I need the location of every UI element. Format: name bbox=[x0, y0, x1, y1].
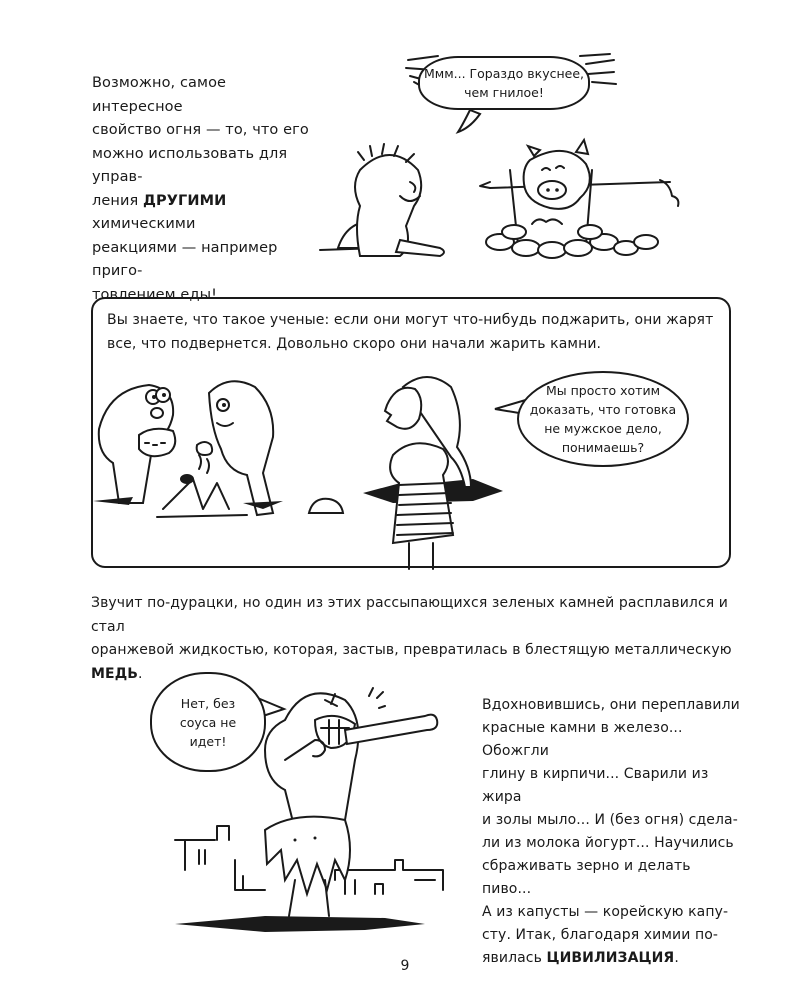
caption-line: и золы мыло... И (без огня) сдела- bbox=[482, 812, 738, 828]
caption-line: явилась ЦИВИЛИЗАЦИЯ. bbox=[482, 950, 679, 966]
speech-bubble-cooking: Мы просто хотим доказать, что готовка не мужское дело, понимаешь? bbox=[517, 371, 689, 467]
intro-caption bbox=[92, 72, 312, 307]
speech-bubble-sauce: Нет, без соуса не идет! bbox=[150, 672, 266, 772]
caption-line: реакциями — например приго- bbox=[92, 239, 278, 279]
page-number: 9 bbox=[400, 958, 410, 974]
caption-line: Возможно, самое интересное bbox=[92, 75, 227, 115]
emphasis-other: ДРУГИМИ bbox=[143, 192, 227, 209]
scientists-panel bbox=[91, 297, 731, 568]
caption-line: сту. Итак, благодаря химии по- bbox=[482, 927, 719, 943]
caveman-roasting-pig-illustration bbox=[320, 130, 700, 270]
caption-line: красные камни в железо... Обожгли bbox=[482, 720, 683, 759]
emphasis-civilization: ЦИВИЛИЗАЦИЯ bbox=[546, 950, 675, 966]
speech-bubble-tasty: Ммм... Гораздо вкуснее, чем гнилое! bbox=[418, 56, 590, 110]
civilization-caption bbox=[482, 694, 742, 970]
cavemen-roasting-rocks-illustration bbox=[93, 369, 353, 529]
copper-caption bbox=[91, 592, 751, 686]
caption-line: Вы знаете, что такое ученые: если они могут что-нибудь поджарить, они жарят bbox=[107, 312, 714, 328]
caption-line: свойство огня — то, что его bbox=[92, 122, 309, 138]
caption-line: Звучит по-дурацки, но один из этих рассыпающихся зеленых камней расплавился и стал bbox=[91, 595, 729, 635]
caption-line: А из капусты — корейскую капу- bbox=[482, 904, 729, 920]
caption-line: товлением еды! bbox=[92, 286, 218, 303]
caption-line: глину в кирпичи... Сварили из жира bbox=[482, 766, 709, 805]
caption-line: ли из молока йогурт... Научились bbox=[482, 835, 734, 851]
caption-line: сбраживать зерно и делать пиво... bbox=[482, 858, 691, 897]
cavewoman-illustration bbox=[363, 375, 503, 570]
emphasis-copper: МЕДЬ bbox=[91, 665, 139, 682]
caption-line: ления ДРУГИМИ химическими bbox=[92, 192, 227, 232]
caption-line: МЕДЬ. bbox=[91, 665, 143, 682]
angry-man-bone-illustration bbox=[165, 680, 455, 940]
caption-line: Вдохновившись, они переплавили bbox=[482, 697, 740, 713]
caption-line: все, что подвернется. Довольно скоро они начали жарить камни. bbox=[107, 335, 602, 352]
caption-line: оранжевой жидкостью, которая, застыв, превратилась в блестящую металлическую bbox=[91, 642, 732, 658]
panel-caption bbox=[107, 309, 727, 356]
caption-line: можно использовать для управ- bbox=[92, 145, 288, 185]
